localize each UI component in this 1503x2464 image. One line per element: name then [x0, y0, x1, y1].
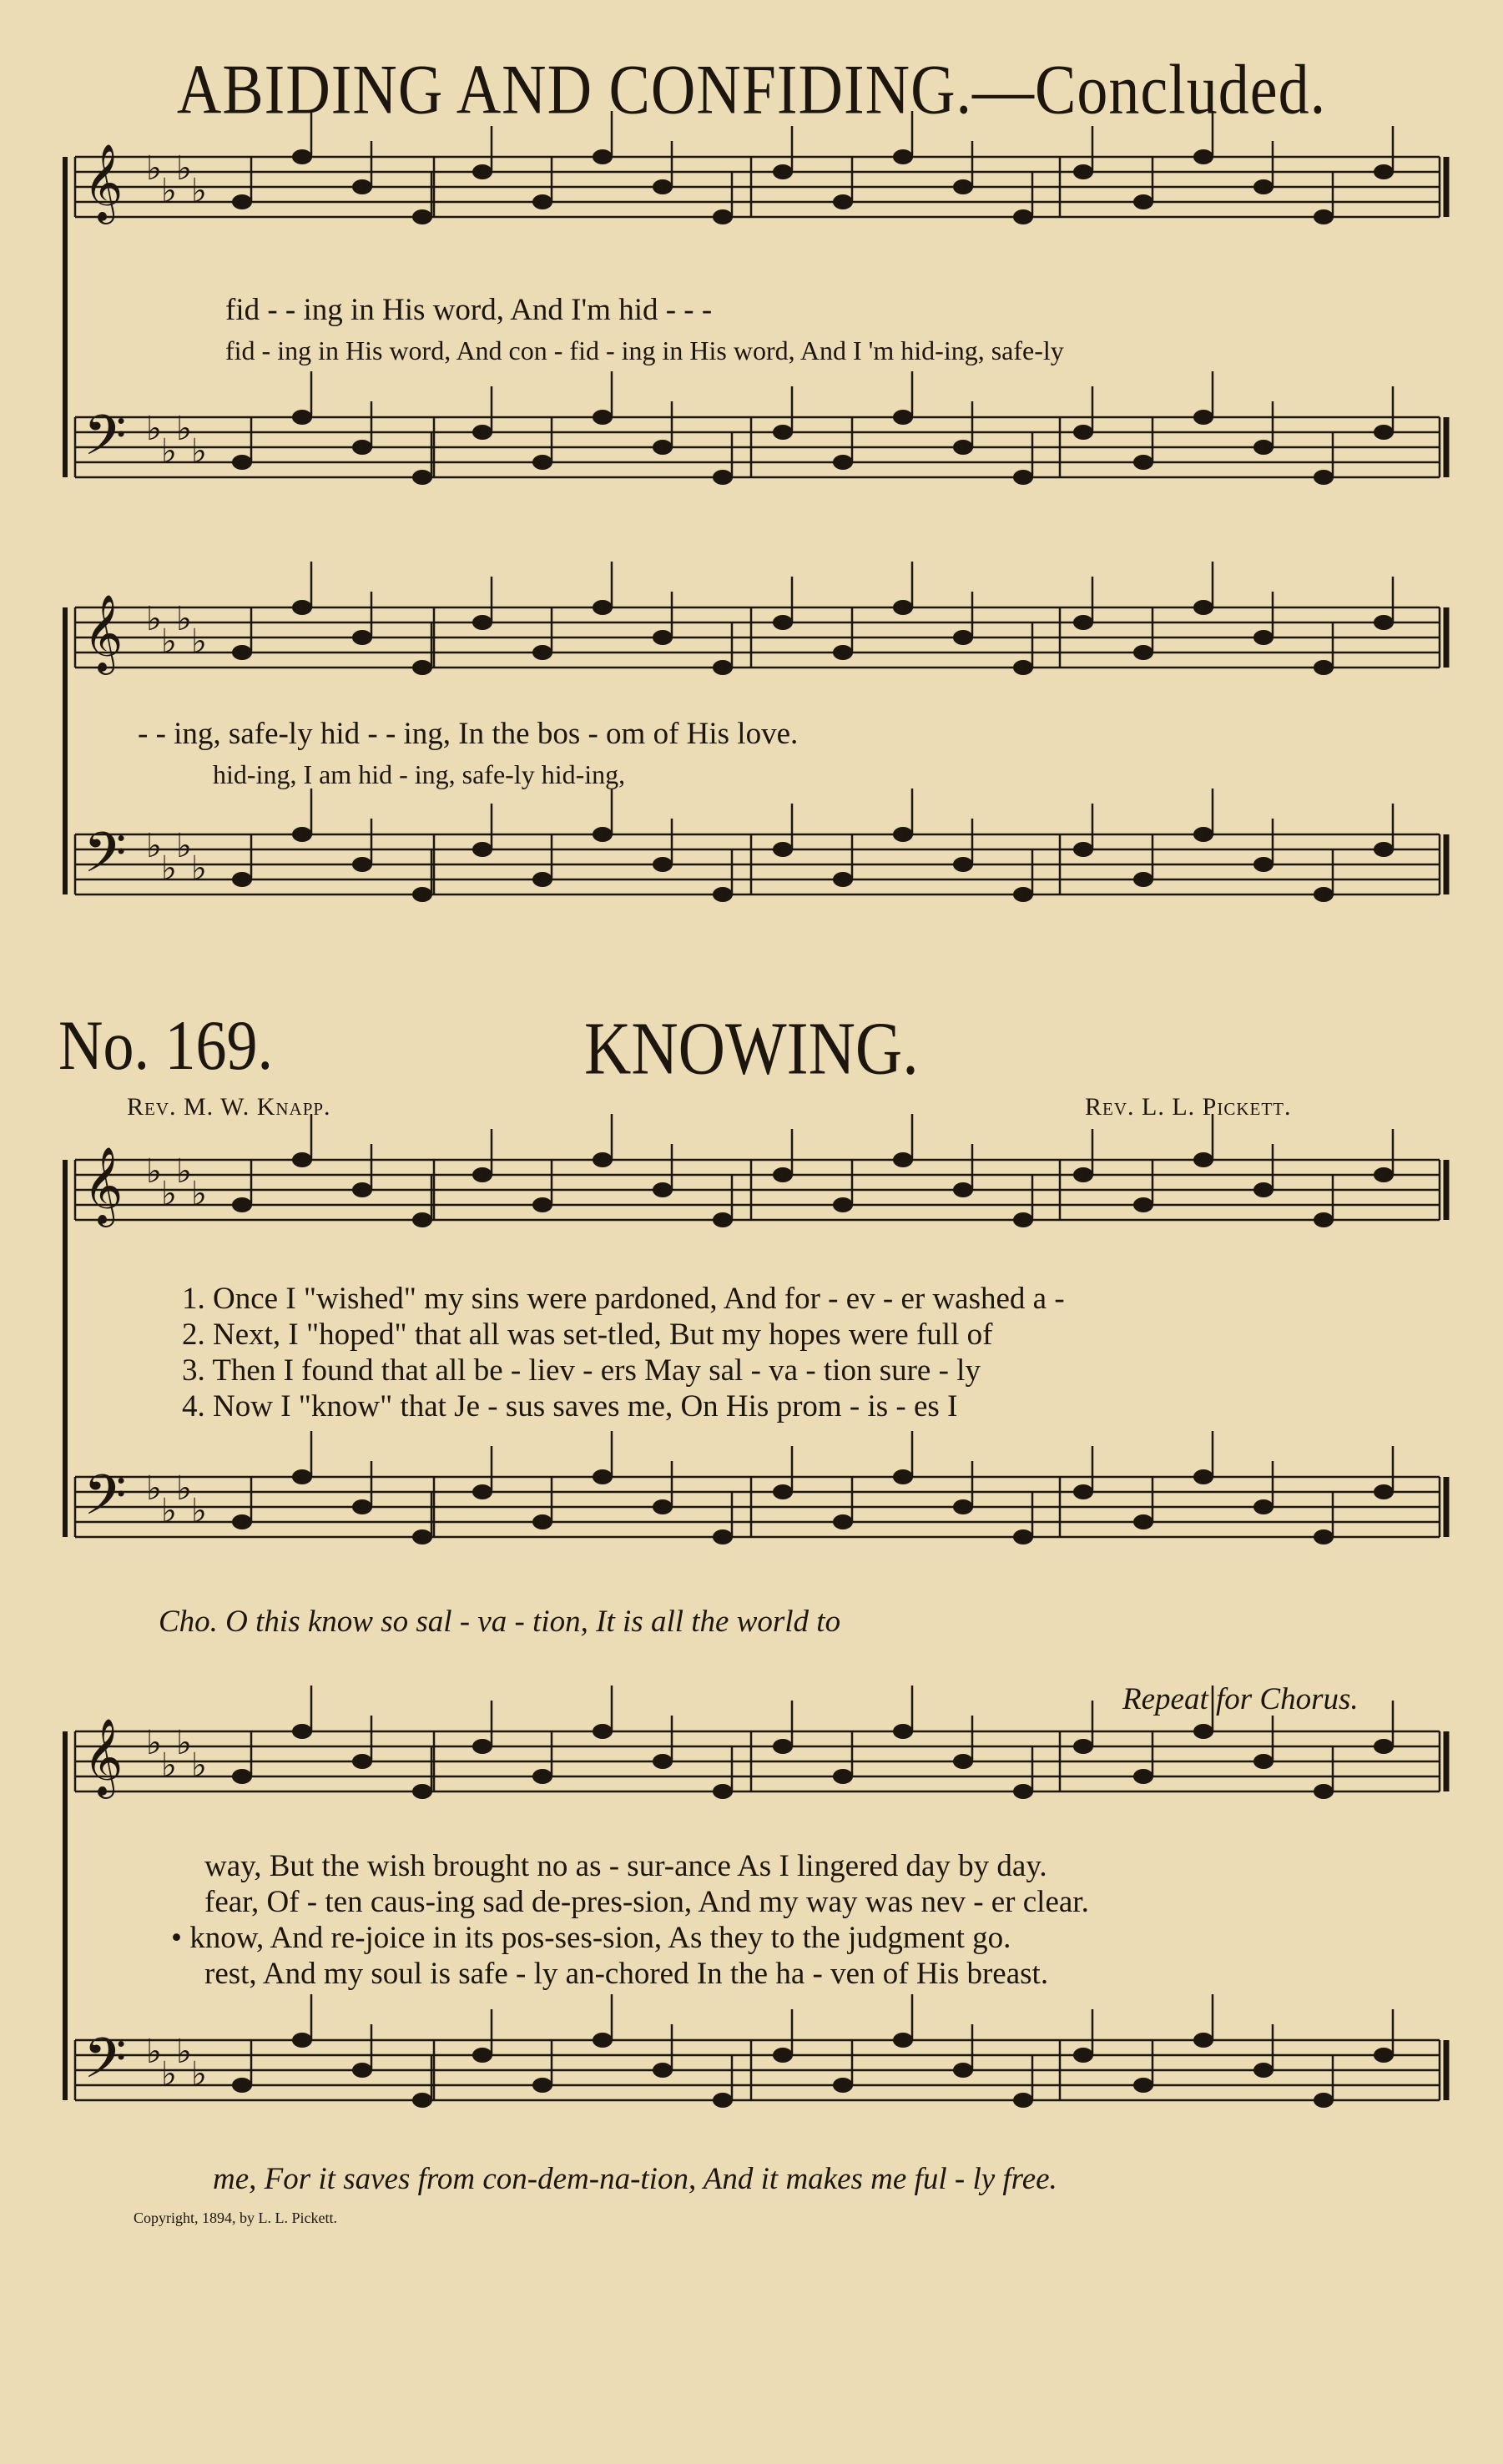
flat-icon: ♭ [161, 172, 177, 210]
note-head [1013, 887, 1033, 902]
note-head [472, 1739, 492, 1754]
flat-icon: ♭ [191, 2055, 207, 2094]
author-music: Rev. L. L. Pickett. [1085, 1093, 1292, 1121]
verse-3-line-1: 3. Then I found that all be - liev - ers May sal - va - tion sure - ly [182, 1353, 981, 1388]
note-head [1013, 209, 1033, 224]
note-head [1073, 164, 1093, 179]
treble-clef-icon: 𝄞 [83, 143, 124, 221]
note-head [653, 1182, 673, 1197]
note-head [773, 615, 793, 630]
note-head [472, 1167, 492, 1182]
verse-1-line-1: 1. Once I "wished" my sins were pardoned, And for - ev - er washed a - [182, 1282, 1065, 1316]
note-head [1253, 440, 1274, 455]
chorus-line-1: Cho. O this know so sal - va - tion, It is all the world to [159, 1605, 841, 1639]
flat-icon: ♭ [176, 827, 192, 865]
note-head [653, 179, 673, 194]
staff [75, 1146, 1440, 1227]
staff [75, 2027, 1440, 2104]
author-words: Rev. M. W. Knapp. [127, 1093, 331, 1121]
note-head [412, 1529, 432, 1544]
note-head [1073, 615, 1093, 630]
note-head [953, 179, 973, 194]
note-head [1013, 2093, 1033, 2108]
bass-clef-icon: 𝄢 [83, 820, 127, 899]
flat-icon: ♭ [191, 849, 207, 888]
note-head [472, 425, 492, 440]
note-head [953, 440, 973, 455]
note-head [1193, 2033, 1213, 2048]
note-head [773, 164, 793, 179]
note-head [232, 1197, 252, 1212]
note-head [713, 2093, 733, 2108]
note-head [893, 2033, 913, 2048]
flat-icon: ♭ [146, 2033, 162, 2071]
note-head [893, 827, 913, 842]
note-head [653, 440, 673, 455]
note-head [773, 1167, 793, 1182]
note-head [653, 857, 673, 872]
note-head [412, 1212, 432, 1227]
note-head [532, 872, 552, 887]
note-head [1374, 842, 1394, 857]
note-head [773, 1739, 793, 1754]
note-head [1253, 857, 1274, 872]
note-head [1073, 1739, 1093, 1754]
flat-icon: ♭ [161, 1746, 177, 1785]
note-head [833, 872, 853, 887]
hymn-title: KNOWING. [584, 1006, 919, 1091]
flat-icon: ♭ [176, 410, 192, 448]
note-head [593, 827, 613, 842]
note-head [352, 1499, 372, 1514]
note-head [232, 2078, 252, 2093]
note-head [1253, 1182, 1274, 1197]
note-head [1013, 660, 1033, 675]
note-head [1013, 1529, 1033, 1544]
note-head [773, 1484, 793, 1499]
note-head [472, 842, 492, 857]
note-head [833, 194, 853, 209]
flat-icon: ♭ [146, 827, 162, 865]
prev-sys2-soprano-lyrics: - - ing, safe-ly hid - - ing, In the bos - om of His love. [138, 717, 799, 751]
verse-4-line-2: rest, And my soul is safe - ly an-chored In the ha - ven of His breast. [204, 1957, 1049, 1991]
note-head [532, 1769, 552, 1784]
note-head [1193, 1152, 1213, 1167]
note-head [653, 1499, 673, 1514]
note-head [833, 1514, 853, 1529]
verse-2-line-2: fear, Of - ten caus-ing sad de-pres-sion, And my way was nev - er clear. [204, 1885, 1089, 1919]
flat-icon: ♭ [191, 432, 207, 471]
note-head [232, 1769, 252, 1784]
note-head [1374, 1739, 1394, 1754]
note-head [1133, 194, 1153, 209]
note-head [232, 194, 252, 209]
note-head [1133, 645, 1153, 660]
note-head [713, 1212, 733, 1227]
note-head [292, 1469, 312, 1484]
note-head [773, 425, 793, 440]
note-head [833, 1769, 853, 1784]
note-head [1133, 1514, 1153, 1529]
note-head [593, 2033, 613, 2048]
note-head [352, 2063, 372, 2078]
note-head [472, 2048, 492, 2063]
bass-clef-icon: 𝄢 [83, 1463, 127, 1541]
flat-icon: ♭ [191, 172, 207, 210]
staff [75, 404, 1440, 481]
note-head [1314, 660, 1334, 675]
note-head [1133, 1197, 1153, 1212]
note-head [292, 410, 312, 425]
note-head [1133, 455, 1153, 470]
note-head [1253, 179, 1274, 194]
note-head [893, 149, 913, 164]
note-head [232, 645, 252, 660]
hymn-number: No. 169. [58, 1006, 273, 1086]
note-head [412, 470, 432, 485]
note-head [1374, 164, 1394, 179]
note-head [1073, 1167, 1093, 1182]
note-head [1013, 1784, 1033, 1799]
note-head [1193, 827, 1213, 842]
note-head [1073, 842, 1093, 857]
flat-icon: ♭ [176, 1469, 192, 1508]
note-head [292, 827, 312, 842]
note-head [773, 2048, 793, 2063]
staff [75, 821, 1440, 899]
staff [75, 594, 1440, 675]
note-head [653, 2063, 673, 2078]
flat-icon: ♭ [191, 1746, 207, 1785]
note-head [713, 660, 733, 675]
note-head [1193, 149, 1213, 164]
note-head [472, 1484, 492, 1499]
note-head [1193, 1724, 1213, 1739]
note-head [953, 857, 973, 872]
note-head [593, 149, 613, 164]
note-head [953, 1754, 973, 1769]
flat-icon: ♭ [146, 149, 162, 188]
note-head [232, 455, 252, 470]
bass-clef-icon: 𝄢 [83, 403, 127, 481]
note-head [713, 887, 733, 902]
flat-icon: ♭ [191, 1175, 207, 1213]
note-head [532, 455, 552, 470]
note-head [292, 2033, 312, 2048]
treble-clef-icon: 𝄞 [83, 1146, 124, 1224]
note-head [593, 1469, 613, 1484]
bass-clef-icon: 𝄢 [83, 2026, 127, 2104]
verse-4-line-1: 4. Now I "know" that Je - sus saves me, On His prom - is - es I [182, 1389, 958, 1423]
note-head [653, 1754, 673, 1769]
note-head [412, 660, 432, 675]
flat-icon: ♭ [176, 1724, 192, 1762]
note-head [352, 1754, 372, 1769]
note-head [1073, 1484, 1093, 1499]
note-head [713, 209, 733, 224]
verse-1-line-2: way, But the wish brought no as - sur-ance As I lingered day by day. [204, 1849, 1047, 1883]
note-head [713, 470, 733, 485]
flat-icon: ♭ [176, 1152, 192, 1191]
note-head [953, 1182, 973, 1197]
note-head [1314, 470, 1334, 485]
copyright: Copyright, 1894, by L. L. Pickett. [134, 2210, 337, 2226]
note-head [1374, 615, 1394, 630]
chorus-line-2: me, For it saves from con-dem-na-tion, And it makes me ful - ly free. [213, 2162, 1057, 2196]
note-head [1374, 2048, 1394, 2063]
page-title: ABIDING AND CONFIDING.—Concluded. [176, 50, 1327, 130]
note-head [593, 1152, 613, 1167]
note-head [292, 1152, 312, 1167]
flat-icon: ♭ [161, 1175, 177, 1213]
prev-sys1-soprano-lyrics: fid - - ing in His word, And I'm hid - - - [225, 293, 713, 327]
verse-2-line-1: 2. Next, I "hoped" that all was set-tled, But my hopes were full of [182, 1318, 993, 1352]
note-head [593, 1724, 613, 1739]
note-head [292, 600, 312, 615]
flat-icon: ♭ [161, 849, 177, 888]
flat-icon: ♭ [191, 1492, 207, 1530]
note-head [1253, 2063, 1274, 2078]
note-head [1314, 1529, 1334, 1544]
note-head [833, 1197, 853, 1212]
note-head [1133, 2078, 1153, 2093]
repeat-note: Repeat for Chorus. [1122, 1682, 1359, 1716]
note-head [833, 2078, 853, 2093]
note-head [232, 1514, 252, 1529]
note-head [1193, 1469, 1213, 1484]
note-head [352, 179, 372, 194]
note-head [292, 149, 312, 164]
flat-icon: ♭ [146, 1152, 162, 1191]
note-head [893, 1724, 913, 1739]
note-head [412, 2093, 432, 2108]
note-head [773, 842, 793, 857]
flat-icon: ♭ [161, 1492, 177, 1530]
note-head [1374, 425, 1394, 440]
note-head [833, 645, 853, 660]
note-head [1013, 470, 1033, 485]
treble-clef-icon: 𝄞 [83, 1717, 124, 1796]
staff [75, 1464, 1440, 1541]
note-head [532, 194, 552, 209]
note-head [953, 1499, 973, 1514]
note-head [472, 164, 492, 179]
note-head [412, 1784, 432, 1799]
note-head [713, 1784, 733, 1799]
note-head [653, 630, 673, 645]
staff [75, 144, 1440, 224]
flat-icon: ♭ [146, 1469, 162, 1508]
note-head [532, 645, 552, 660]
note-head [1314, 1784, 1334, 1799]
note-head [893, 410, 913, 425]
flat-icon: ♭ [176, 2033, 192, 2071]
note-head [1314, 2093, 1334, 2108]
note-head [1253, 1499, 1274, 1514]
note-head [1374, 1484, 1394, 1499]
note-head [1314, 209, 1334, 224]
flat-icon: ♭ [146, 1724, 162, 1762]
flat-icon: ♭ [176, 600, 192, 638]
note-head [352, 440, 372, 455]
flat-icon: ♭ [146, 410, 162, 448]
note-head [1133, 872, 1153, 887]
note-head [412, 887, 432, 902]
note-head [1253, 1754, 1274, 1769]
prev-sys1-alto-lyrics: fid - ing in His word, And con - fid - ing in His word, And I 'm hid-ing, safe-ly [225, 335, 1064, 365]
treble-clef-icon: 𝄞 [83, 593, 124, 672]
note-head [412, 209, 432, 224]
note-head [532, 1197, 552, 1212]
staff [75, 1718, 1440, 1799]
note-head [1193, 410, 1213, 425]
note-head [232, 872, 252, 887]
flat-icon: ♭ [161, 2055, 177, 2094]
note-head [713, 1529, 733, 1544]
note-head [352, 857, 372, 872]
note-head [532, 1514, 552, 1529]
note-head [893, 1469, 913, 1484]
flat-icon: ♭ [161, 432, 177, 471]
note-head [593, 410, 613, 425]
note-head [1073, 425, 1093, 440]
note-head [593, 600, 613, 615]
note-head [1314, 887, 1334, 902]
verse-3-line-2: • know, And re-joice in its pos-ses-sion, As they to the judgment go. [171, 1921, 1011, 1955]
note-head [1374, 1167, 1394, 1182]
note-head [953, 630, 973, 645]
note-head [1073, 2048, 1093, 2063]
note-head [1253, 630, 1274, 645]
note-head [532, 2078, 552, 2093]
flat-icon: ♭ [146, 600, 162, 638]
flat-icon: ♭ [161, 622, 177, 661]
note-head [472, 615, 492, 630]
note-head [1013, 1212, 1033, 1227]
note-head [953, 2063, 973, 2078]
note-head [352, 1182, 372, 1197]
note-head [1314, 1212, 1334, 1227]
note-head [292, 1724, 312, 1739]
note-head [352, 630, 372, 645]
flat-icon: ♭ [176, 149, 192, 188]
note-head [833, 455, 853, 470]
flat-icon: ♭ [191, 622, 207, 661]
note-head [893, 600, 913, 615]
note-head [893, 1152, 913, 1167]
note-head [1133, 1769, 1153, 1784]
note-head [1193, 600, 1213, 615]
prev-sys2-alto-lyrics: hid-ing, I am hid - ing, safe-ly hid-ing, [213, 759, 626, 789]
